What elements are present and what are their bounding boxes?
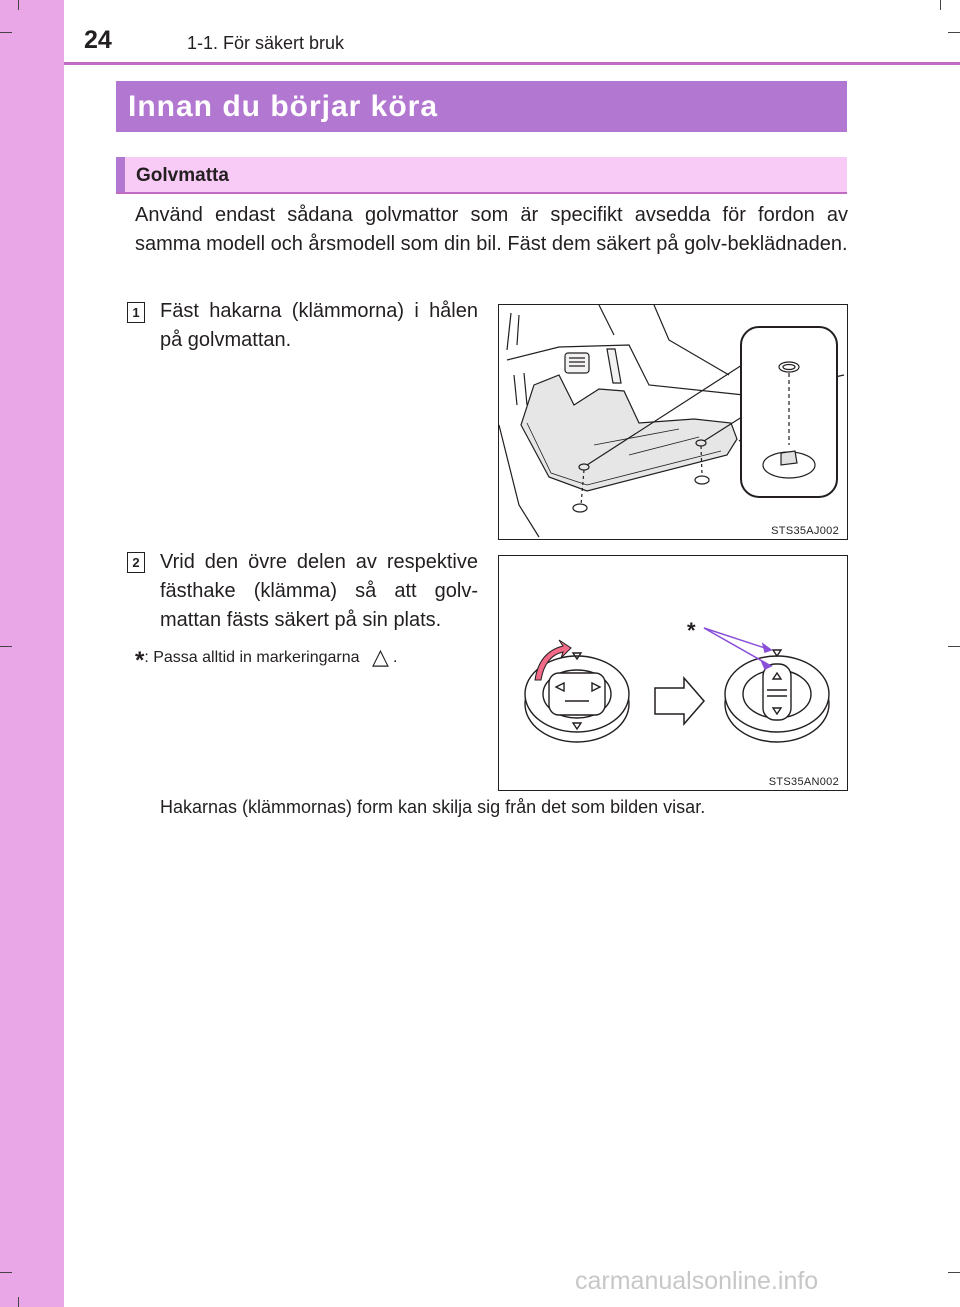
page-number: 24 bbox=[84, 26, 112, 54]
crop-mark bbox=[18, 0, 19, 10]
triangle-marker-icon: △ bbox=[372, 644, 389, 669]
step-number-1: 1 bbox=[127, 302, 145, 323]
subsection-title: Golvmatta bbox=[136, 165, 229, 186]
crop-mark bbox=[940, 0, 941, 10]
title-banner bbox=[116, 81, 847, 132]
crop-mark bbox=[0, 32, 12, 33]
header-rule bbox=[64, 62, 960, 65]
figure-floor-mat-hooks bbox=[498, 304, 848, 540]
footnote-star: * bbox=[135, 647, 145, 674]
footnote-text: : Passa alltid in markeringarna bbox=[144, 649, 360, 666]
step-text-2: Vrid den övre delen av respektive fästhake (klämma) så att golv-mattan fästs säkert på sin plats. bbox=[160, 551, 478, 631]
figure-caption: Hakarnas (klämmornas) form kan skilja sig från det som bilden visar. bbox=[160, 797, 706, 817]
figure-code-2: STS35AN002 bbox=[768, 776, 839, 788]
figure-hook-rotation bbox=[498, 555, 848, 791]
side-tab-bar bbox=[0, 0, 64, 1307]
crop-mark bbox=[948, 32, 960, 33]
crop-mark bbox=[948, 1272, 960, 1273]
crop-mark bbox=[18, 1297, 19, 1307]
crop-mark bbox=[0, 646, 12, 647]
floor-mat-illustration bbox=[499, 305, 847, 539]
intro-paragraph: Använd endast sådana golvmattor som är specifikt avsedda för fordon av samma modell och årsmodell som din bil. Fäst dem säkert på golv-beklädnaden. bbox=[135, 204, 848, 255]
crop-mark bbox=[948, 646, 960, 647]
section-reference: 1-1. För säkert bruk bbox=[187, 33, 345, 53]
figure-star: * bbox=[687, 618, 696, 643]
footnote bbox=[135, 644, 397, 675]
footnote-end: . bbox=[392, 649, 398, 666]
subsection-banner bbox=[116, 157, 847, 194]
step-number-2: 2 bbox=[127, 552, 145, 573]
watermark: carmanualsonline.info bbox=[575, 1267, 819, 1295]
hook-rotation-illustration bbox=[499, 556, 847, 790]
figure-code-1: STS35AJ002 bbox=[771, 525, 839, 537]
subsection-accent bbox=[116, 157, 125, 192]
step-text-1: Fäst hakarna (klämmorna) i hålen på golvmattan. bbox=[160, 300, 478, 351]
crop-mark bbox=[0, 1272, 12, 1273]
page-title: Innan du börjar köra bbox=[128, 90, 439, 123]
